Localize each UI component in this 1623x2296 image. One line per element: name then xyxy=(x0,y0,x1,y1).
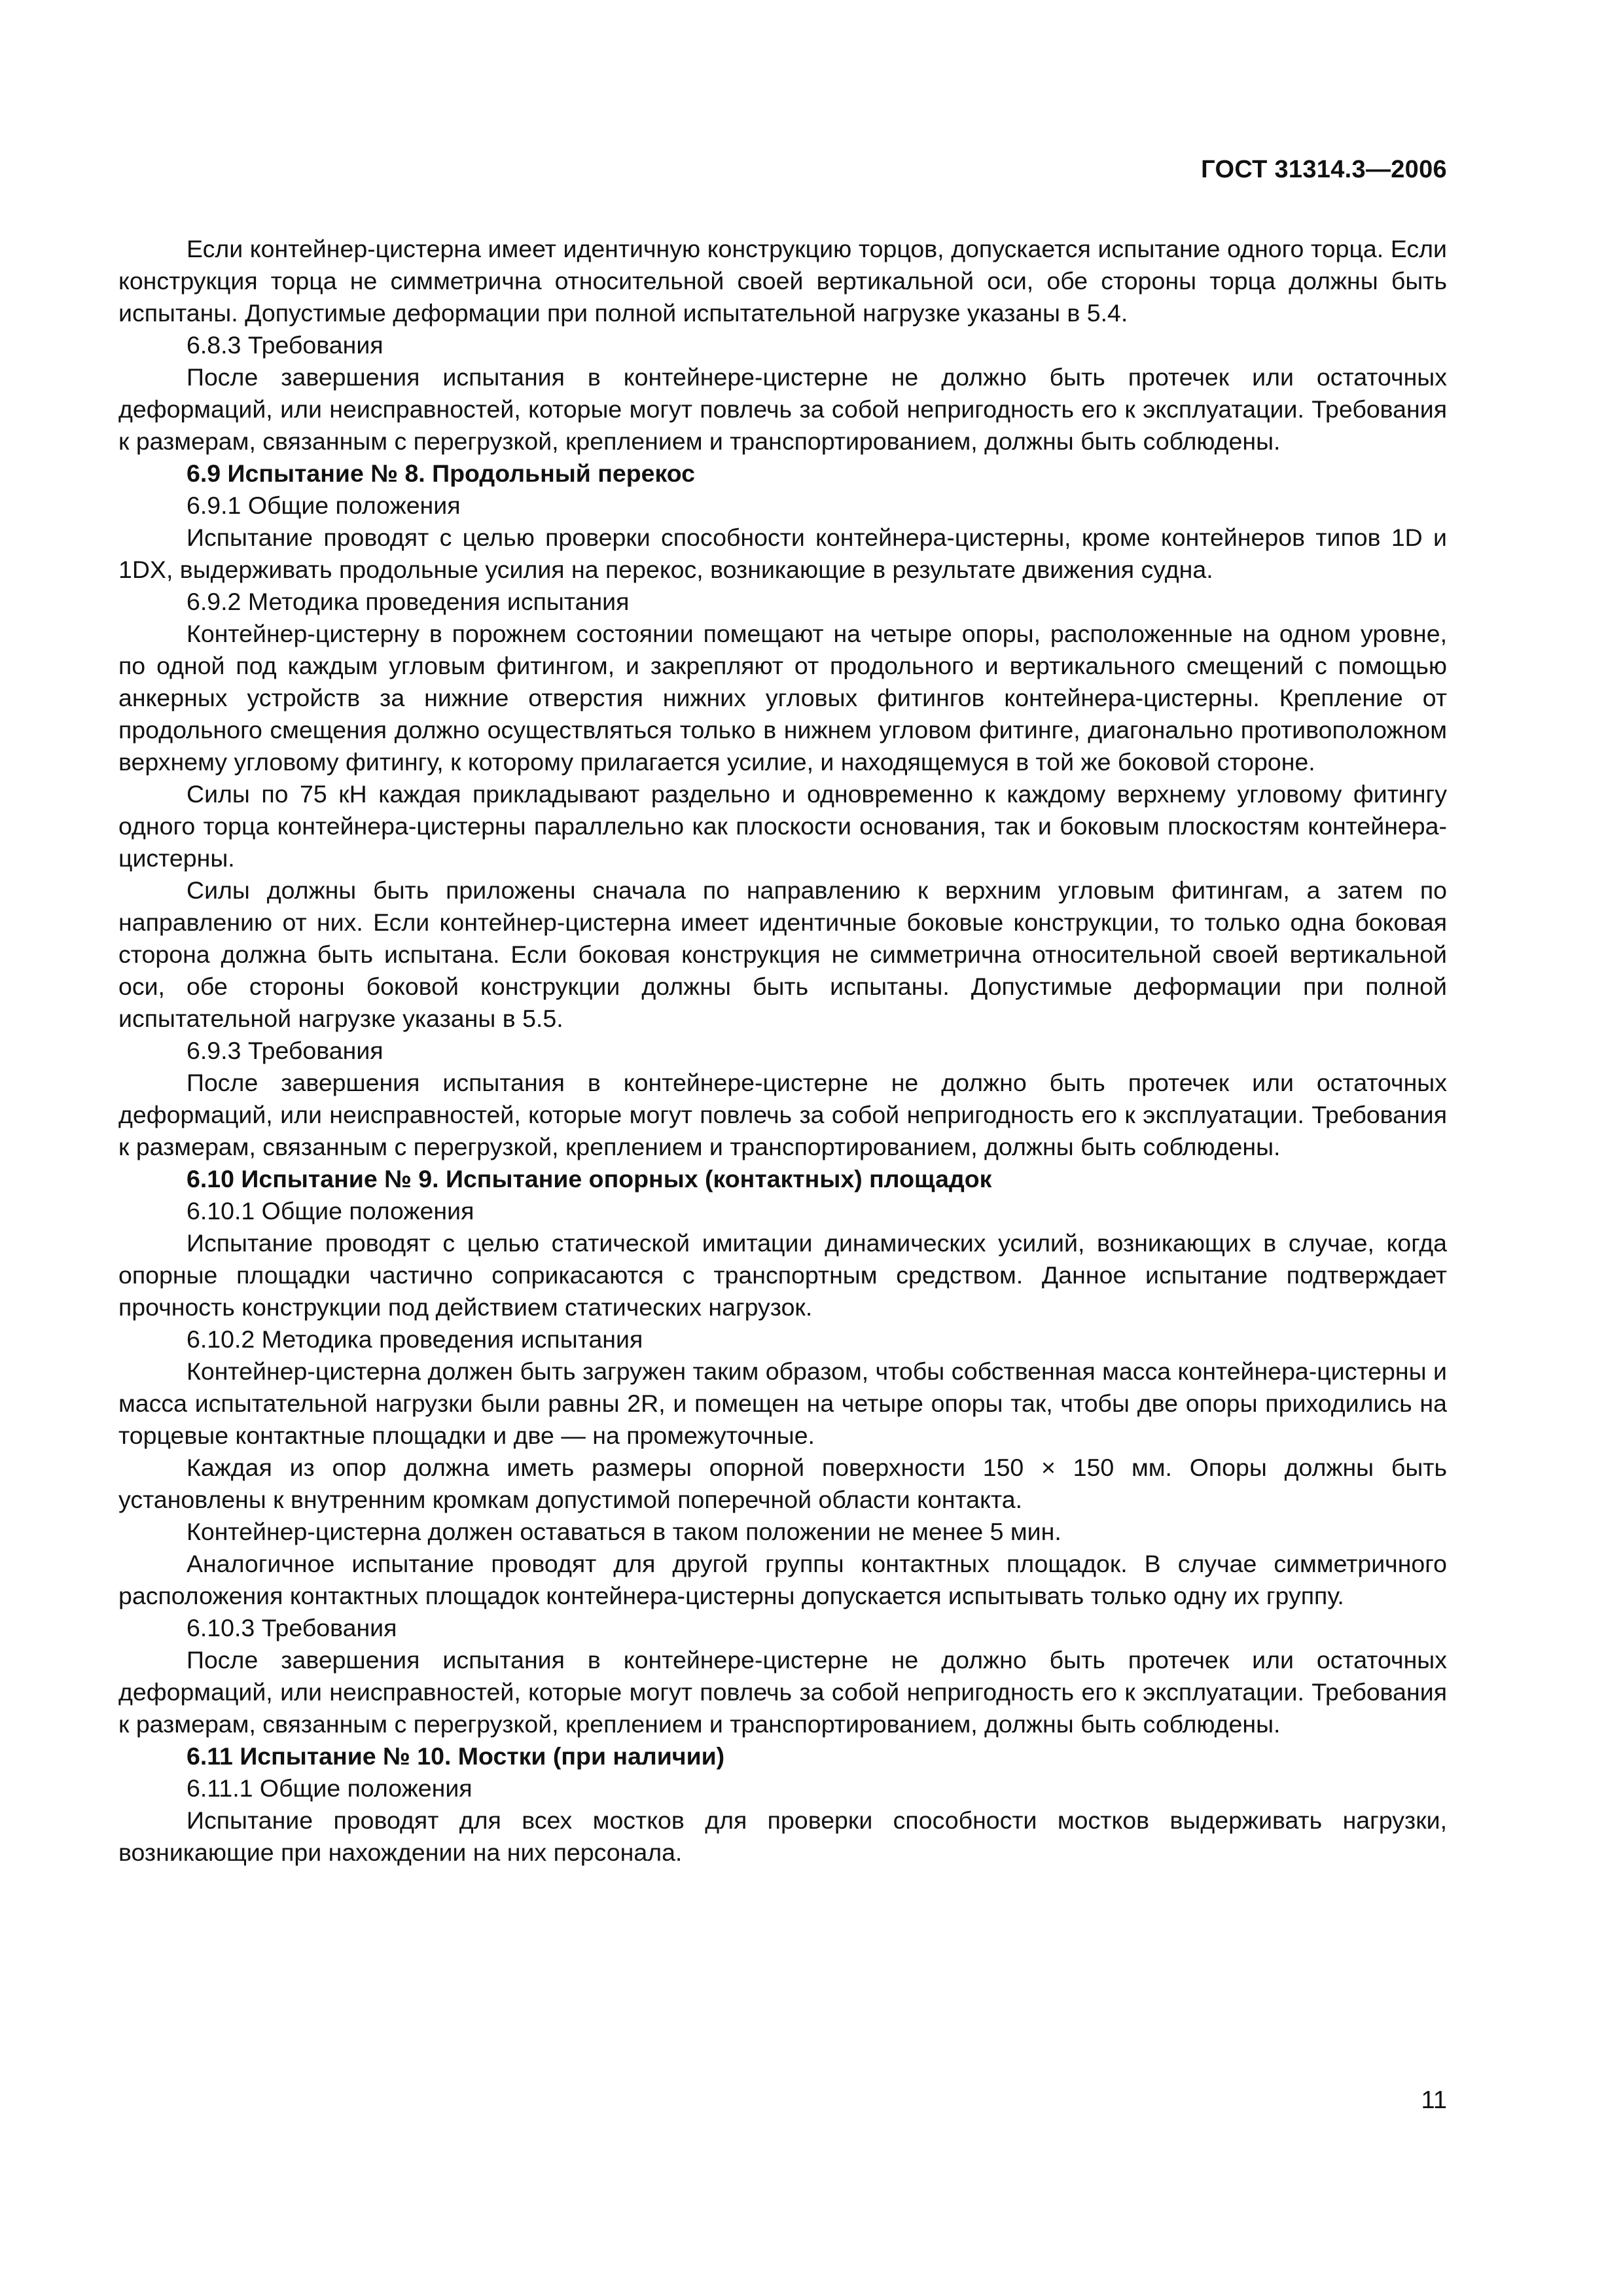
paragraph: Испытание проводят для всех мостков для проверки способности мостков выдерживать нагрузки, возникающие при нахождении на них персонала. xyxy=(118,1806,1447,1866)
paragraph: После завершения испытания в контейнере-цистерне не должно быть протечек или остаточных деформаций, или неисправностей, которые могут повлечь за собой непригодность его к эксплуатации. Требования к размерам, связанным с перегрузкой, креплением и транспортированием, должны быть соблюдены. xyxy=(118,1646,1447,1738)
subsection-heading: 6.10.1 Общие положения xyxy=(187,1197,474,1225)
paragraph: Испытание проводят с целью проверки способности контейнера-цистерны, кроме контейнеров типов 1D и 1DX, выдерживать продольные усилия на перекос, возникающие в результате движения судна. xyxy=(118,524,1447,583)
paragraph: Силы по 75 кН каждая прикладывают раздельно и одновременно к каждому верхнему угловому фитингу одного торца контейнера-цистерны параллельно как плоскости основания, так и боковым плоскостям контейнера-цистерны. xyxy=(118,780,1447,872)
paragraph: Если контейнер-цистерна имеет идентичную конструкцию торцов, допускается испытание одного торца. Если конструкция торца не симметрична относительной своей вертикальной оси, обе стороны торца должны быть испытаны. Допустимые деформации при полной испытательной нагрузке указаны в 5.4. xyxy=(118,235,1447,327)
paragraph: Контейнер-цистерна должен оставаться в таком положении не менее 5 мин. xyxy=(187,1518,1061,1545)
paragraph: Силы должны быть приложены сначала по направлению к верхним угловым фитингам, а затем по направлению от них. Если контейнер-цистерна имеет идентичные боковые конструкции, то только одна боковая сторона должна быть испытана. Если боковая конструкция не симметрична относительной своей вертикальной оси, обе стороны боковой конструкции должны быть испытаны. Допустимые деформации при полной испытательной нагрузке указаны в 5.5. xyxy=(118,876,1447,1032)
document-header: ГОСТ 31314.3—2006 xyxy=(1201,156,1447,183)
section-heading: 6.11 Испытание № 10. Мостки (при наличии) xyxy=(187,1742,725,1770)
document-page xyxy=(118,0,1447,2296)
paragraph: Контейнер-цистерна должен быть загружен таким образом, чтобы собственная масса контейнера-цистерны и масса испытательной нагрузки были равны 2R, и помещен на четыре опоры так, чтобы две опоры приходились на торцевые контактные площадки и две — на промежуточные. xyxy=(118,1357,1447,1449)
paragraph: После завершения испытания в контейнере-цистерне не должно быть протечек или остаточных деформаций, или неисправностей, которые могут повлечь за собой непригодность его к эксплуатации. Требования к размерам, связанным с перегрузкой, креплением и транспортированием, должны быть соблюдены. xyxy=(118,1069,1447,1160)
paragraph: После завершения испытания в контейнере-цистерне не должно быть протечек или остаточных деформаций, или неисправностей, которые могут повлечь за собой непригодность его к эксплуатации. Требования к размерам, связанным с перегрузкой, креплением и транспортированием, должны быть соблюдены. xyxy=(118,363,1447,455)
paragraph: Испытание проводят с целью статической имитации динамических усилий, возникающих в случае, когда опорные площадки частично соприкасаются с транспортным средством. Данное испытание подтверждает прочность конструкции под действием статических нагрузок. xyxy=(118,1229,1447,1321)
section-heading: 6.10 Испытание № 9. Испытание опорных (контактных) площадок xyxy=(187,1165,992,1193)
paragraph: Аналогичное испытание проводят для другой группы контактных площадок. В случае симметричного расположения контактных площадок контейнера-цистерны допускается испытывать только одну их группу. xyxy=(118,1550,1447,1609)
subsection-heading: 6.9.1 Общие положения xyxy=(187,492,461,519)
subsection-heading: 6.10.3 Требования xyxy=(187,1614,397,1641)
document-body xyxy=(118,233,1447,1869)
subsection-heading: 6.8.3 Требования xyxy=(187,331,383,359)
subsection-heading: 6.11.1 Общие положения xyxy=(187,1774,473,1802)
paragraph: Контейнер-цистерну в порожнем состоянии помещают на четыре опоры, расположенные на одном уровне, по одной под каждым угловым фитингом, и закрепляют от продольного и вертикального смещений с помощью анкерных устройств за нижние отверстия нижних угловых фитингов контейнера-цистерны. Крепление от продольного смещения должно осуществляться только в нижнем угловом фитинге, диагонально противоположном верхнему угловому фитингу, к которому прилагается усилие, и находящемуся в той же боковой стороне. xyxy=(118,620,1447,776)
paragraph: Каждая из опор должна иметь размеры опорной поверхности 150 × 150 мм. Опоры должны быть установлены к внутренним кромкам допустимой поперечной области контакта. xyxy=(118,1454,1447,1513)
subsection-heading: 6.9.2 Методика проведения испытания xyxy=(187,588,630,615)
section-heading: 6.9 Испытание № 8. Продольный перекос xyxy=(187,459,696,487)
page-number: 11 xyxy=(1421,2087,1447,2114)
subsection-heading: 6.9.3 Требования xyxy=(187,1037,383,1064)
subsection-heading: 6.10.2 Методика проведения испытания xyxy=(187,1325,643,1353)
